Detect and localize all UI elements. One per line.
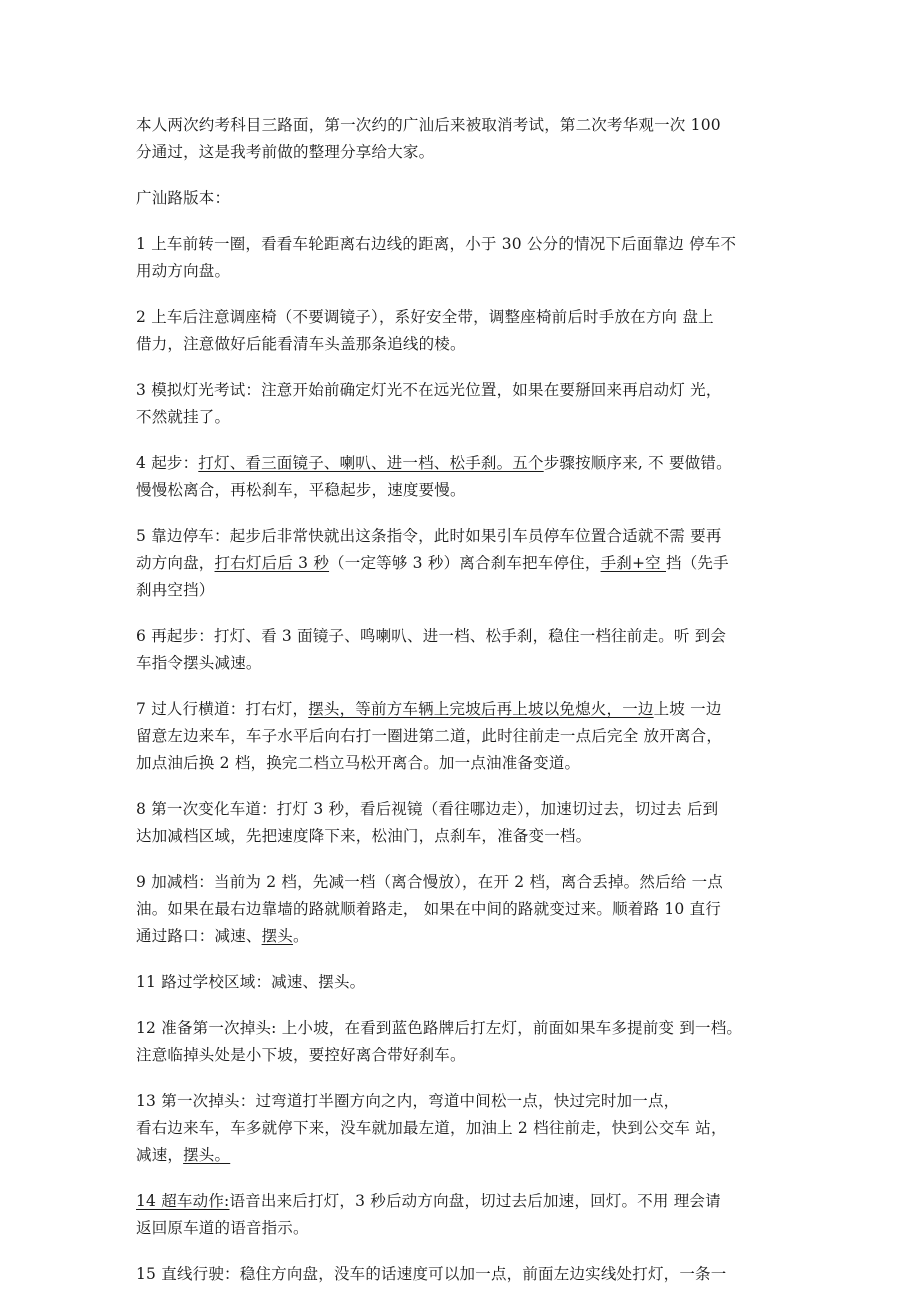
- version-heading: 广汕路版本：: [136, 189, 231, 207]
- item-6: 6 再起步：打灯、看 3 面镜子、鸣喇叭、进一档、松手刹，稳住一档往前走。听 到会 车指令摆头减速。: [136, 627, 727, 672]
- document-body: [136, 112, 786, 1307]
- underlined-signal: 打右灯后后 3 秒: [214, 554, 330, 572]
- item-3: 3 模拟灯光考试：注意开始前确定灯光不在远光位置，如果在要掰回来再启动灯 光， 不然就挂了。: [136, 381, 722, 426]
- item-13: 13 第一次掉头：过弯道打半圈方向之内，弯道中间松一点，快过完时加一点， 看右边来车，车多就停下来，没车就加最左道，加油上 2 档往前走，快到公交车 站， 减速，摆头。: [136, 1092, 727, 1164]
- item-2: 2 上车后注意调座椅（不要调镜子），系好安全带，调整座椅前后时手放在方向 盘上 借力，注意做好后能看清车头盖那条追线的棱。: [136, 308, 714, 353]
- underlined-head-turn: 摆头: [261, 927, 294, 945]
- item-11: 11 路过学校区域：减速、摆头。: [136, 973, 366, 991]
- item-14: 14 超车动作:语音出来后打灯，3 秒后动方向盘，切过去后加速，回灯。不用 理会请 返回原车道的语音指示。: [136, 1192, 721, 1237]
- item-1: 1 上车前转一圈，看看车轮距离右边线的距离，小于 30 公分的情况下后面靠边 停车不 用动方向盘。: [136, 235, 737, 280]
- underlined-slope: 摆头，等前方车辆上完坡后再上坡以免熄火，一边: [308, 700, 654, 718]
- item-5: 5 靠边停车：起步后非常快就出这条指令，此时如果引车员停车位置合适就不需 要再 动方向盘，打右灯后后 3 秒（一定等够 3 秒）离合刹车把车停住，手刹+空 挡（先手 刹冉空挡）: [136, 527, 729, 599]
- item-8: 8 第一次变化车道：打灯 3 秒，看后视镜（看往哪边走），加速切过去，切过去 后到 达加减档区域，先把速度降下来，松油门，点刹车，准备变一档。: [136, 800, 719, 845]
- item-9: 9 加减档：当前为 2 档，先减一档（离合慢放），在开 2 档，离合丢掉。然后给 一点 油。如果在最右边靠墙的路就顺着路走， 如果在中间的路就变过来。顺着路 10 直行 通过路口：减速、摆头。: [136, 873, 723, 945]
- underlined-steps: 打灯、看三面镜子、喇叭、进一档、松手刹。五个: [198, 454, 544, 472]
- item-4: 4 起步：打灯、看三面镜子、喇叭、进一档、松手刹。五个步骤按顺序来, 不 要做错。 慢慢松离合，再松刹车，平稳起步，速度要慢。: [136, 454, 732, 499]
- item-12: 12 准备第一次掉头: 上小坡，在看到蓝色路牌后打左灯，前面如果车多提前变 到一档。 注意临掉头处是小下坡，要控好离合带好刹车。: [136, 1019, 743, 1064]
- item-7: 7 过人行横道：打右灯，摆头，等前方车辆上完坡后再上坡以免熄火，一边上坡 一边 留意左边来车，车子水平后向右打一圈进第二道，此时往前走一点后完全 放开离合， 加点油后换 2 档，换完二档立马松开离合。加一点油准备变道。: [136, 700, 723, 772]
- underlined-overtake: 14 超车动作:: [136, 1192, 230, 1210]
- underlined-head-turn-2: 摆头。: [183, 1146, 231, 1164]
- underlined-handbrake: 手刹+空: [600, 554, 666, 572]
- item-15: 15 直线行驶：稳住方向盘，没车的话速度可以加一点，前面左边实线处打灯，一条一: [136, 1265, 727, 1283]
- intro-paragraph: 本人两次约考科目三路面，第一次约的广汕后来被取消考试，第二次考华观一次 100 分通过，这是我考前做的整理分享给大家。: [136, 116, 721, 161]
